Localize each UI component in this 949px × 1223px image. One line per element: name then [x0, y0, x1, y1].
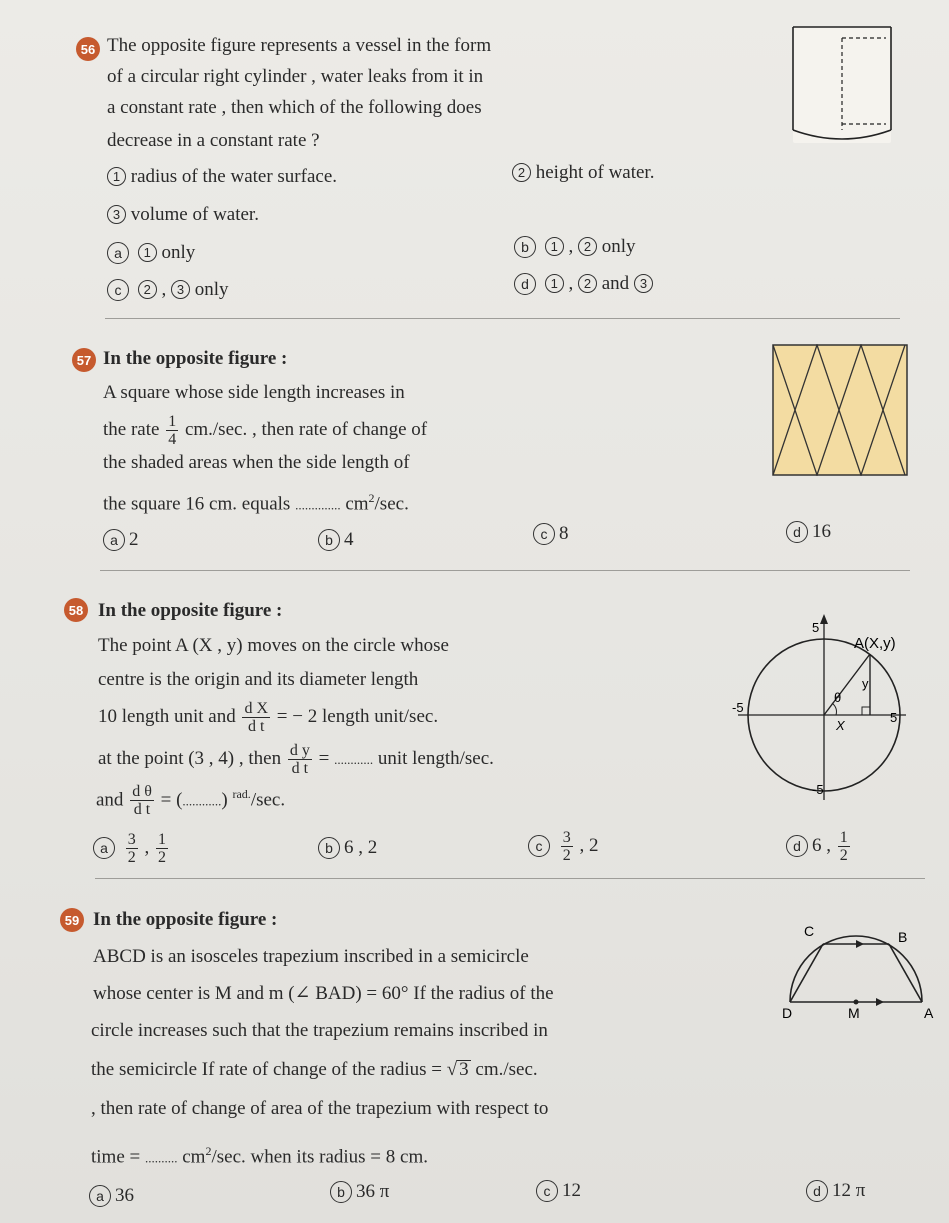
- q58-dydt: [288, 742, 312, 777]
- q58-option-d-head: 6 ,: [812, 834, 831, 856]
- arrow-CB: [856, 940, 864, 948]
- q58-answer-blank-1: ............: [334, 751, 374, 767]
- q58-option-a-letter: a: [93, 837, 115, 859]
- q56-option-d-mark-2: 2: [578, 274, 597, 293]
- q56-option-b-mark-1: 1: [545, 237, 564, 256]
- q56-option-c-letter: c: [107, 279, 129, 301]
- q57-option-c-value: 8: [559, 523, 569, 544]
- fig-label-M: M: [848, 1005, 860, 1021]
- q58-text-line-5: [96, 783, 285, 818]
- q59-option-a-letter: a: [89, 1185, 111, 1207]
- q58-option-c-tail: , 2: [579, 834, 599, 856]
- q56-option-c[interactable]: c 2 , 3 only: [107, 279, 229, 301]
- q56-text-line-3: a constant rate , then which of the following does: [107, 97, 482, 118]
- q57-option-b-letter: b: [318, 529, 340, 551]
- q56-option-a-mark-1: 1: [138, 243, 157, 262]
- q59-option-b-value: 36 π: [356, 1181, 390, 1202]
- q59-sqrt-value: 3: [459, 1059, 469, 1080]
- q58-line4-pre: at the point (3 , 4) , then: [98, 747, 282, 769]
- fig-label-right: 5: [890, 710, 898, 725]
- q58-option-c-frac: [561, 829, 573, 864]
- q58-answer-blank-2: ............: [182, 793, 222, 809]
- separator-56-57: [105, 318, 900, 319]
- q59-unit: cm: [182, 1146, 206, 1168]
- q59-text-line-5: , then rate of change of area of the trapezium with respect to: [91, 1098, 549, 1119]
- center-M: [854, 1000, 859, 1005]
- q56-option-b-letter: b: [514, 236, 536, 258]
- q59-option-d[interactable]: [806, 1180, 865, 1202]
- q58-dthetadt: [130, 783, 154, 818]
- q56-option-d-joiner: and: [601, 273, 630, 294]
- q59-option-c-letter: c: [536, 1180, 558, 1202]
- q56-option-c-mark-3: 3: [171, 280, 190, 299]
- q57-option-b-value: 4: [344, 529, 354, 550]
- fig-label-y: y: [862, 676, 869, 691]
- fig-label-C: C: [804, 924, 815, 939]
- q59-text-line-4: [91, 1059, 538, 1081]
- q58-option-b-value: 6 , 2: [344, 837, 378, 858]
- fig-label-top: 5: [812, 620, 820, 635]
- q56-option-d-mark-3: 3: [634, 274, 653, 293]
- q56-option-a-suffix: only: [161, 242, 196, 263]
- q56-statement-2: [512, 162, 654, 184]
- q57-option-a[interactable]: [103, 529, 139, 551]
- q58-line5-post: /sec.: [250, 789, 286, 811]
- q57-option-d-letter: d: [786, 521, 808, 543]
- q59-line4-pre: the semicircle If rate of change of the radius =: [91, 1059, 442, 1080]
- side-DC: [790, 944, 823, 1002]
- q58-text-line-2: centre is the origin and its diameter length: [98, 669, 419, 690]
- q56-option-c-suffix: only: [194, 279, 229, 300]
- q57-rate-den: 4: [168, 431, 177, 448]
- side-AB: [889, 944, 922, 1002]
- q59-option-c[interactable]: [536, 1180, 581, 1202]
- q58-option-c[interactable]: [528, 829, 599, 864]
- q58-option-a-n2: 1: [158, 831, 166, 848]
- q59-text-line-2: whose center is M and m (∠ BAD) = 60° If the radius of the: [93, 983, 554, 1004]
- q56-option-b-mark-2: 2: [578, 237, 597, 256]
- q58-dxdt-num: d X: [244, 700, 269, 717]
- q57-option-a-value: 2: [129, 529, 139, 550]
- q59-option-d-value: 12 π: [832, 1180, 866, 1201]
- question-58-number: 58: [64, 598, 88, 622]
- cylinder-figure: [788, 24, 898, 146]
- q56-option-a[interactable]: [107, 242, 195, 264]
- q57-option-d-value: 16: [812, 521, 831, 542]
- question-57-number: 57: [72, 348, 96, 372]
- q56-statement-1-text: radius of the water surface.: [130, 166, 338, 187]
- q58-text-line-3: [98, 700, 438, 735]
- q59-option-a-value: 36: [115, 1185, 134, 1206]
- q58-option-d-frac: [838, 829, 850, 864]
- q58-line5-pre: and: [96, 789, 124, 811]
- q59-text-line-6: [91, 1140, 428, 1169]
- q58-option-b-letter: b: [318, 837, 340, 859]
- q57-unit-post: /sec.: [374, 493, 409, 515]
- q58-option-b[interactable]: [318, 837, 377, 859]
- q58-option-d-n2: 1: [839, 829, 848, 846]
- q59-option-d-letter: d: [806, 1180, 828, 1202]
- q58-option-a-d2: 2: [158, 849, 166, 866]
- q58-line5-eq: = (: [160, 789, 183, 811]
- q57-option-b[interactable]: [318, 529, 354, 551]
- q59-sqrt: √ 3: [446, 1059, 469, 1080]
- q56-statement-3-text: volume of water.: [130, 204, 259, 225]
- q59-text-line-1: ABCD is an isosceles trapezium inscribed in a semicircle: [93, 946, 529, 967]
- q59-heading: In the opposite figure :: [93, 909, 278, 930]
- q58-option-a[interactable]: a $\frac{3}{2}$ , $\frac{1}{2}$: [93, 831, 170, 866]
- q58-line3-pre: 10 length unit and: [98, 705, 236, 727]
- q59-line6-post: /sec. when its radius = 8 cm.: [211, 1146, 428, 1168]
- q59-line4-post: cm./sec.: [475, 1059, 538, 1080]
- q56-text-line-1: The opposite figure represents a vessel in the form: [107, 35, 492, 56]
- fig-label-B: B: [898, 929, 908, 945]
- q58-option-a-frac-1: [126, 831, 138, 866]
- circle-figure: [728, 612, 928, 802]
- q57-option-c-letter: c: [533, 523, 555, 545]
- fig-label-theta: θ: [834, 690, 842, 705]
- question-56-number: 56: [76, 37, 100, 61]
- q57-text-line-1: A square whose side length increases in: [103, 382, 405, 403]
- q57-line4-pre: the square 16 cm. equals: [103, 493, 291, 515]
- q59-text-line-3: circle increases such that the trapezium remains inscribed in: [91, 1020, 548, 1041]
- separator-58-59: [95, 878, 925, 879]
- q58-option-a-n1: 3: [127, 831, 136, 848]
- q58-dxdt: [242, 700, 270, 735]
- q56-statement-3: [107, 204, 259, 226]
- q58-option-d[interactable]: [786, 829, 852, 864]
- q57-text-line-3: the shaded areas when the side length of: [103, 452, 410, 473]
- q58-option-c-d1: 2: [562, 847, 571, 864]
- q58-option-c-letter: c: [528, 835, 550, 857]
- question-59-number: 59: [60, 908, 84, 932]
- fig-label-left: -5: [732, 700, 744, 715]
- q56-option-d-letter: d: [514, 273, 536, 295]
- q57-option-c[interactable]: [533, 523, 569, 545]
- q57-text-line-4: [103, 487, 409, 516]
- q59-option-c-value: 12: [562, 1180, 581, 1201]
- q58-dth-num: d θ: [132, 783, 152, 801]
- fig-label-D: D: [782, 1005, 793, 1021]
- q58-dydt-num: d y: [289, 742, 310, 759]
- q58-line5-close: ): [221, 789, 228, 811]
- q56-statement-2-text: height of water.: [535, 162, 655, 183]
- fig-label-A: A: [924, 1005, 934, 1021]
- q57-option-d[interactable]: [786, 521, 831, 543]
- q58-line3-post: = − 2 length unit/sec.: [276, 705, 439, 727]
- separator-57-58: [100, 570, 910, 571]
- q58-option-d-letter: d: [786, 835, 808, 857]
- arrow-DA: [876, 998, 884, 1006]
- square-shaded-figure: [772, 344, 908, 476]
- q59-option-b[interactable]: [330, 1181, 389, 1203]
- q56-option-d-mark-1: 1: [545, 274, 564, 293]
- q57-option-a-letter: a: [103, 529, 125, 551]
- q58-dydt-den: d t: [291, 760, 309, 777]
- q58-option-a-d1: 2: [127, 849, 136, 866]
- y-axis-arrow: [820, 614, 828, 624]
- q57-rate-num: 1: [168, 413, 177, 430]
- q58-text-line-4: [98, 742, 494, 777]
- q59-option-b-letter: b: [330, 1181, 352, 1203]
- q58-text-line-1: The point A (X , y) moves on the circle whose: [98, 635, 449, 656]
- q58-dth-den: d t: [133, 801, 151, 819]
- q57-unit: cm: [345, 493, 369, 515]
- q56-option-b-suffix: only: [601, 236, 636, 257]
- square-outline: [773, 345, 907, 475]
- q58-dxdt-den: d t: [248, 718, 265, 735]
- q57-rate-fraction: [166, 413, 178, 448]
- q56-text-line-4: decrease in a constant rate ?: [107, 130, 320, 151]
- fig-label-x: X: [836, 718, 845, 733]
- q59-option-a[interactable]: [89, 1185, 134, 1207]
- q58-option-d-d2: 2: [839, 847, 848, 864]
- q57-heading: In the opposite figure :: [103, 348, 288, 369]
- q56-text-line-2: of a circular right cylinder , water leaks from it in: [107, 66, 484, 87]
- trapezium-figure: [776, 924, 941, 1024]
- q58-line4-eq: =: [318, 747, 330, 769]
- q56-option-a-letter: a: [107, 242, 129, 264]
- q58-heading: In the opposite figure :: [98, 600, 283, 621]
- q56-statement-2-mark: 2: [512, 163, 531, 182]
- q57-answer-blank: ..............: [295, 497, 341, 513]
- q56-statement-3-mark: 3: [107, 205, 126, 224]
- q56-statement-1-mark: 1: [107, 167, 126, 186]
- q58-option-a-frac-2: [156, 831, 168, 866]
- fig-label-point-A: A(X,y): [854, 635, 896, 652]
- q57-line2-pre: the rate: [103, 418, 160, 440]
- q56-option-c-mark-2: 2: [138, 280, 157, 299]
- q57-text-line-2: [103, 413, 427, 448]
- q59-line6-pre: time =: [91, 1146, 141, 1168]
- q58-rad-unit: rad.: [232, 787, 251, 801]
- q56-statement-1: [107, 166, 337, 188]
- q57-line2-post: cm./sec. , then rate of change of: [184, 418, 428, 440]
- q56-option-b[interactable]: b 1 , 2 only: [514, 236, 636, 258]
- q58-option-c-n1: 3: [562, 829, 571, 846]
- q58-line4-post: unit length/sec.: [377, 747, 494, 769]
- q59-answer-blank: ..........: [145, 1150, 178, 1166]
- right-angle-mark: [862, 707, 870, 715]
- fig-label-bottom: -5: [812, 782, 824, 797]
- q59-unit-exp: 2: [205, 1144, 212, 1158]
- q56-option-d[interactable]: d 1 , 2 and 3: [514, 273, 653, 295]
- q57-unit-exp: 2: [368, 491, 375, 505]
